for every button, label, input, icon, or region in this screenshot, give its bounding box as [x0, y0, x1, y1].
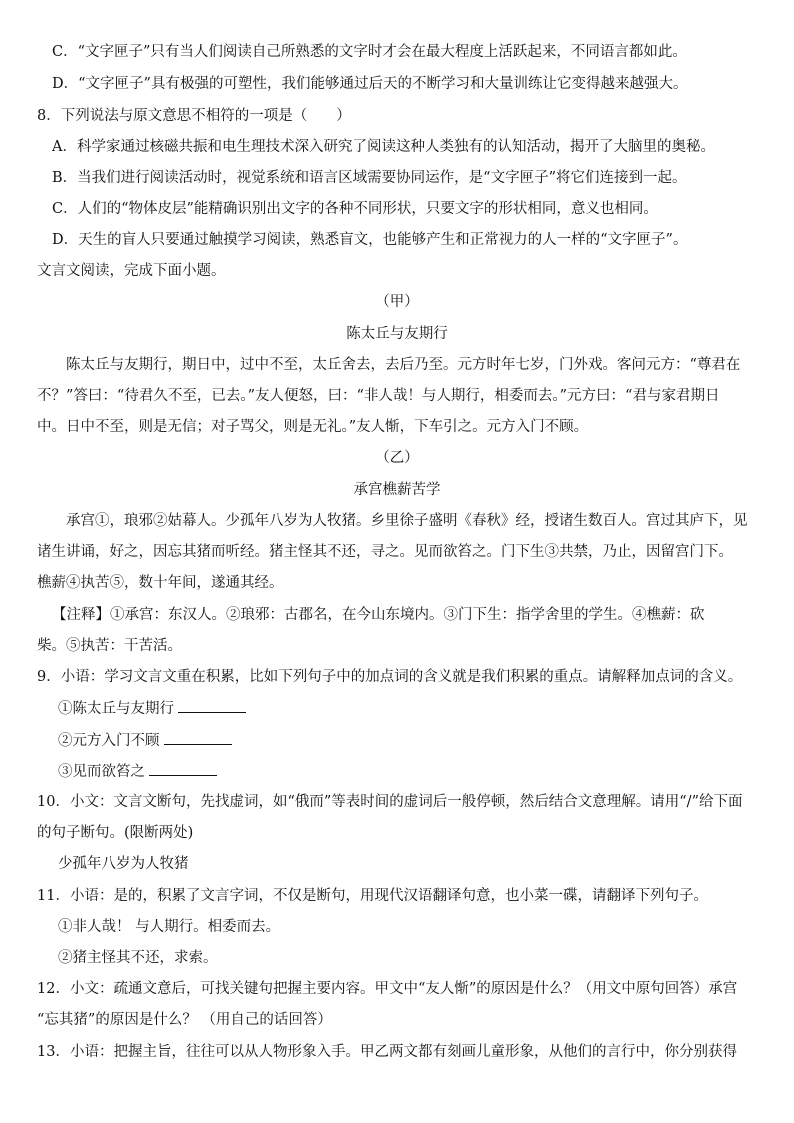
annotation-line: 【注释】①承宫：东汉人。②琅邪：古郡名，在今山东境内。③门下生：指学舍里的学生。④樵薪：砍 [52, 607, 705, 623]
q7-option-d: D．“文字匣子”具有极强的可塑性，我们能够通过后天的不断学习和大量训练让它变得越来越强大。 [52, 76, 688, 92]
passage-jia-label: （甲） [375, 294, 419, 310]
annotation-line: 柴。⑤执苦：干苦活。 [37, 638, 182, 654]
q10-stem: 10．小文：文言文断句，先找虚词，如“俄而”等表时间的虚词后一般停顿，然后结合文意理解。请用“/”给下面 [37, 794, 743, 810]
q13-stem: 13．小语：把握主旨，往往可以从人物形象入手。甲乙两文都有刻画儿童形象，从他们的言行中，你分别获得 [37, 1044, 737, 1060]
q9-item-text: ②元方入门不顾 [58, 733, 160, 749]
answer-blank[interactable] [149, 761, 217, 776]
q9-item-text: ①陈太丘与友期行 [58, 701, 174, 717]
q9-item-text: ③见而欲笞之 [58, 764, 145, 780]
q11-stem: 11．小语：是的，积累了文言字词，不仅是断句，用现代汉语翻译句意，也小菜一碟，请翻译下列句子。 [37, 888, 708, 904]
q9-stem: 9．小语：学习文言文重在积累，比如下列句子中的加点词的含义就是我们积累的重点。请解释加点词的含义。 [37, 669, 743, 685]
passage-jia-line: 不？”答曰：“待君久不至，已去。”友人便怒，曰：“非人哉！与人期行，相委而去。”元方曰：“君与家君期日 [37, 388, 720, 404]
q12-stem: “忘其猪”的原因是什么？ （用自己的话回答） [37, 1012, 332, 1028]
q11-item: ①非人哉！ 与人期行。相委而去。 [58, 919, 281, 935]
q9-item [58, 730, 232, 751]
q10-sentence: 少孤年八岁为人牧猪 [58, 856, 189, 872]
answer-blank[interactable] [164, 730, 232, 745]
passage-jia-line: 陈太丘与友期行，期日中，过中不至，太丘舍去，去后乃至。元方时年七岁，门外戏。客问元方：“尊君在 [66, 357, 741, 373]
q11-item: ②猪主怪其不还，求索。 [58, 950, 218, 966]
q9-item [58, 698, 246, 719]
passage-yi-label: （乙） [375, 450, 419, 466]
passage-yi-line: 樵薪④执苦⑤，数十年间，遂通其经。 [37, 575, 284, 591]
passage-yi-title: 承宫樵薪苦学 [353, 482, 441, 498]
q10-stem: 的句子断句。(限断两处) [37, 825, 194, 841]
q12-stem: 12．小文：疏通文意后，可找关键句把握主要内容。甲文中“友人惭”的原因是什么？（用文中原句回答）承宫 [37, 981, 738, 997]
q8-option-b: B．当我们进行阅读活动时，视觉系统和语言区域需要协同运作，是“文字匣子”将它们连接到一起。 [52, 170, 687, 186]
passage-jia-line: 中。日中不至，则是无信；对子骂父，则是无礼。”友人惭，下车引之。元方入门不顾。 [37, 419, 589, 435]
q8-option-c: C．人们的“物体皮层”能精确识别出文字的各种不同形状，只要文字的形状相同，意义也相同。 [52, 201, 658, 217]
q7-option-c: C．“文字匣子”只有当人们阅读自己所熟悉的文字时才会在最大程度上活跃起来，不同语言都如此。 [52, 44, 687, 60]
q9-item [58, 761, 217, 782]
section-intro: 文言文阅读，完成下面小题。 [37, 263, 226, 279]
q8-option-a: A．科学家通过核磁共振和电生理技术深入研究了阅读这种人类独有的认知活动，揭开了大脑里的奥秘。 [52, 139, 715, 155]
passage-yi-line: 承宫①，琅邪②姑幕人。少孤年八岁为人牧猪。乡里徐子盛明《春秋》经，授诸生数百人。宫过其庐下，见 [66, 513, 748, 529]
q8-stem: 8．下列说法与原文意思不相符的一项是（ ） [37, 108, 351, 124]
answer-blank[interactable] [178, 698, 246, 713]
passage-jia-title: 陈太丘与友期行 [346, 326, 448, 342]
passage-yi-line: 诸生讲诵，好之，因忘其猪而听经。猪主怪其不还，寻之。见而欲笞之。门下生③共禁，乃止，因留宫门下。 [37, 544, 733, 560]
q8-option-d: D．天生的盲人只要通过触摸学习阅读，熟悉盲文，也能够产生和正常视力的人一样的“文字匣子”。 [52, 232, 688, 248]
